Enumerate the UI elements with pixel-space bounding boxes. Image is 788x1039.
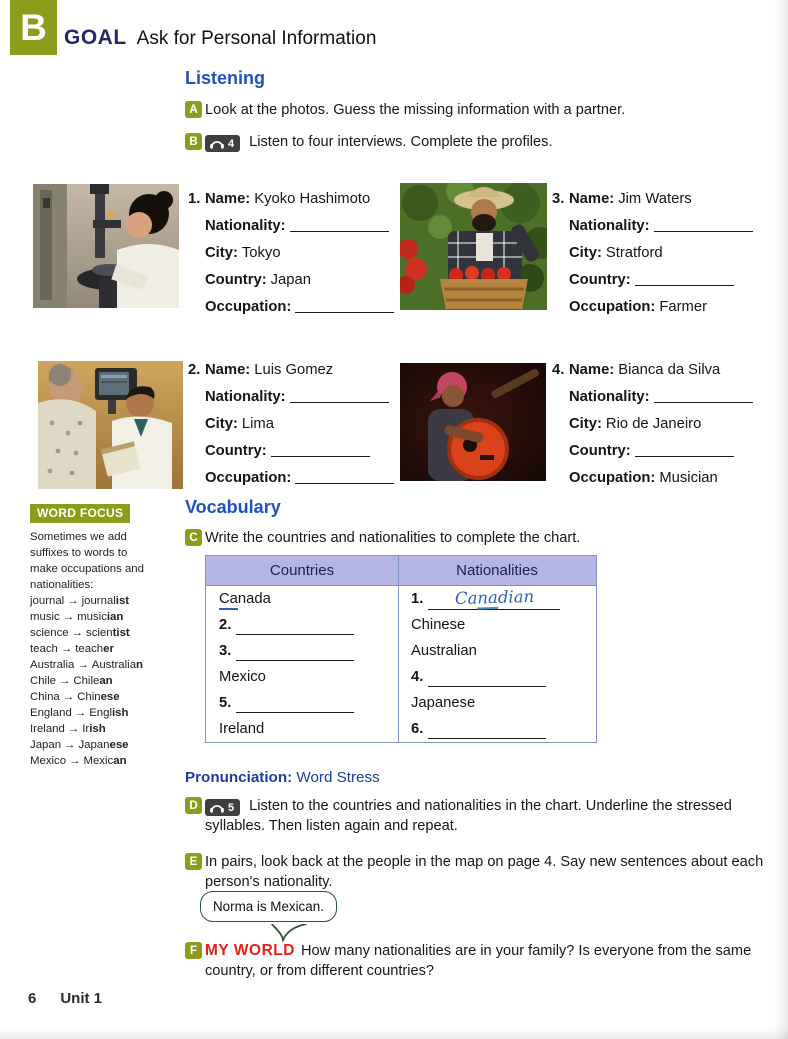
listening-heading: Listening: [185, 68, 265, 88]
field-row: [569, 240, 769, 267]
exercise-f-text: How many nationalities are in your family? Is everyone from the same country, or from different countries?: [205, 943, 752, 979]
exercise-e-badge: E: [185, 853, 202, 870]
field-row: [205, 267, 405, 294]
field-value: Tokyo: [241, 245, 281, 261]
audio-track-number: 4: [228, 137, 235, 150]
my-world-tag: MY WORLD: [205, 942, 296, 959]
cell-answer-1: 1. Canadian: [398, 586, 596, 612]
arrow-icon: →: [64, 739, 76, 751]
arrow-icon: →: [74, 707, 87, 719]
table-row: [206, 716, 596, 742]
field-label: Nationality:: [569, 389, 650, 405]
table-row: [206, 586, 596, 612]
fill-in-blank[interactable]: [290, 218, 389, 232]
table-row: [206, 638, 596, 664]
handwritten-answer: Canadian: [454, 586, 535, 608]
word-focus-body: [30, 529, 168, 769]
cell-japanese: Japanese: [411, 695, 476, 711]
field-label: Occupation:: [205, 299, 292, 315]
field-value: Japan: [270, 272, 311, 288]
field-row: [552, 357, 769, 384]
word-focus-example: England → English: [30, 707, 129, 719]
exercise-c-text: Write the countries and nationalities to complete the chart.: [205, 530, 581, 546]
word-focus-title: WORD FOCUS: [30, 504, 130, 523]
exercise-b: [189, 132, 553, 152]
field-row: [205, 411, 405, 438]
field-label: City:: [569, 245, 602, 261]
field-row: [569, 213, 769, 240]
goal-label: GOAL: [64, 26, 127, 49]
field-label: Occupation:: [205, 470, 292, 486]
profile-2-info: [188, 357, 405, 492]
fill-in-blank[interactable]: [654, 389, 753, 403]
field-row: [205, 213, 405, 240]
arrow-icon: →: [58, 675, 71, 687]
farmer-with-tomato-crate: [400, 183, 547, 310]
cell-blank-5: 5.: [206, 690, 398, 716]
unit-label: Unit 1: [60, 990, 103, 1007]
speech-bubble: [200, 891, 337, 922]
arrow-icon: →: [71, 627, 84, 639]
fill-in-blank[interactable]: [654, 218, 753, 232]
field-row: [569, 294, 769, 321]
doctor-with-patient: [38, 361, 183, 489]
pronunciation-heading: [185, 769, 380, 786]
field-row: [205, 294, 405, 321]
word-focus-example: Australia → Australian: [30, 659, 144, 671]
exercise-e-text: In pairs, look back at the people in the map on page 4. Say new sentences about each person's nationality.: [205, 854, 764, 890]
word-focus-example: China → Chinese: [30, 691, 120, 703]
field-row: [205, 384, 405, 411]
field-label: Country:: [569, 272, 631, 288]
scan-edge-bottom: [0, 1027, 788, 1039]
word-focus-example: music → musician: [30, 611, 124, 623]
profile-3-info: [552, 186, 769, 321]
field-row: [205, 465, 405, 492]
field-row: [205, 240, 405, 267]
page-number: 6: [28, 990, 37, 1007]
field-label: Name:: [205, 362, 251, 378]
fill-in-blank[interactable]: [635, 272, 734, 286]
exercise-d-badge: D: [185, 797, 202, 814]
fill-in-blank[interactable]: [295, 470, 394, 484]
arrow-icon: →: [60, 643, 73, 655]
scan-edge-right: [774, 0, 788, 1039]
field-value: Kyoko Hashimoto: [254, 191, 371, 207]
field-label: Name:: [569, 191, 615, 207]
field-label: Nationality:: [205, 389, 286, 405]
field-row: [569, 267, 769, 294]
exercise-c: [189, 528, 581, 548]
fill-in-blank[interactable]: [428, 586, 560, 610]
exercise-b-text: Listen to four interviews. Complete the profiles.: [249, 134, 553, 150]
fill-in-blank[interactable]: [236, 699, 354, 713]
word-focus-example: Mexico → Mexican: [30, 755, 127, 767]
field-value: Musician: [659, 470, 718, 486]
field-value: Jim Waters: [618, 191, 692, 207]
fill-in-blank[interactable]: [236, 647, 354, 661]
goal-heading: [64, 26, 376, 50]
woman-playing-red-guitar: [400, 363, 546, 481]
field-value: Farmer: [659, 299, 708, 315]
field-value: Luis Gomez: [254, 362, 334, 378]
exercise-d: [189, 796, 765, 836]
field-value: Bianca da Silva: [618, 362, 721, 378]
field-label: Name:: [205, 191, 251, 207]
fill-in-blank[interactable]: [295, 299, 394, 313]
profile-number: 1.: [188, 191, 201, 207]
arrow-icon: →: [67, 595, 79, 607]
cell-blank-3: 3.: [206, 638, 398, 664]
exercise-a-text: Look at the photos. Guess the missing information with a partner.: [205, 102, 626, 118]
cell-blank-2: 2.: [206, 612, 398, 638]
headphones-icon: [209, 802, 225, 813]
header-countries: Countries: [269, 562, 335, 579]
table-row: [206, 612, 596, 638]
field-label: Country:: [569, 443, 631, 459]
audio-track-button[interactable]: [205, 135, 240, 152]
word-focus-box: [30, 504, 168, 769]
profile-2-photo: [38, 361, 183, 489]
profile-number: 2.: [188, 362, 201, 378]
field-row: [552, 186, 769, 213]
field-row: [205, 438, 405, 465]
vocabulary-heading: Vocabulary: [185, 497, 281, 517]
word-focus-example: journal → journalist: [30, 595, 130, 607]
table-column-divider: [398, 556, 399, 742]
exercise-f: [189, 941, 787, 981]
speech-bubble-text: Norma is Mexican.: [213, 899, 324, 914]
fill-in-blank[interactable]: [428, 725, 546, 739]
cell-canada: Canada: [206, 586, 398, 612]
profile-4-photo: [400, 363, 546, 481]
profile-4-info: [552, 357, 769, 492]
arrow-icon: →: [62, 691, 75, 703]
field-value: Rio de Janeiro: [605, 416, 702, 432]
fill-in-blank[interactable]: [271, 443, 370, 457]
exercise-d-text: Listen to the countries and nationalities in the chart. Underline the stressed syllables. Then listen again and repeat.: [205, 798, 732, 834]
word-focus-example: Ireland → Irish: [30, 723, 106, 735]
field-row: [569, 411, 769, 438]
cell-australian: Australian: [411, 643, 477, 659]
cell-blank-6: 6.: [398, 716, 596, 742]
arrow-icon: →: [69, 755, 81, 767]
field-row: [188, 357, 405, 384]
pronunciation-label: Pronunciation:: [185, 769, 293, 786]
profile-number: 4.: [552, 362, 565, 378]
goal-text: Ask for Personal Information: [136, 28, 377, 49]
exercise-b-badge: B: [185, 133, 202, 150]
exercise-a-badge: A: [185, 101, 202, 118]
header-nationalities: Nationalities: [456, 562, 538, 579]
field-value: Lima: [241, 416, 274, 432]
field-label: Occupation:: [569, 470, 656, 486]
page-footer: [28, 990, 102, 1007]
woman-scientist-at-microscope: [33, 184, 179, 308]
table-row: [206, 664, 596, 690]
field-label: Nationality:: [205, 218, 286, 234]
exercise-a: [189, 100, 626, 120]
speech-bubble-tail: [270, 924, 310, 942]
table-row: [206, 690, 596, 716]
field-label: Country:: [205, 443, 267, 459]
exercise-f-badge: F: [185, 942, 202, 959]
field-row: [569, 438, 769, 465]
arrow-icon: →: [62, 611, 75, 623]
field-value: Stratford: [605, 245, 663, 261]
field-label: City:: [205, 416, 238, 432]
audio-track-number: 5: [228, 801, 235, 814]
profile-1-photo: [33, 184, 179, 308]
fill-in-blank[interactable]: [635, 443, 734, 457]
fill-in-blank[interactable]: [290, 389, 389, 403]
exercise-c-badge: C: [185, 529, 202, 546]
profile-1-info: [188, 186, 405, 321]
countries-nationalities-table: [205, 555, 597, 743]
word-focus-example: science → scientist: [30, 627, 130, 639]
cell-ireland: Ireland: [219, 721, 265, 737]
exercise-e: [189, 852, 788, 892]
cell-chinese: Chinese: [411, 617, 466, 633]
table-header-row: [206, 556, 596, 586]
field-label: Nationality:: [569, 218, 650, 234]
field-label: City:: [569, 416, 602, 432]
word-focus-example: teach → teacher: [30, 643, 114, 655]
field-label: City:: [205, 245, 238, 261]
field-label: Country:: [205, 272, 267, 288]
profile-number: 3.: [552, 191, 565, 207]
field-row: [188, 186, 405, 213]
fill-in-blank[interactable]: [236, 621, 354, 635]
pronunciation-topic: Word Stress: [296, 769, 380, 786]
arrow-icon: →: [67, 723, 80, 735]
word-focus-example: Japan → Japanese: [30, 739, 129, 751]
cell-mexico: Mexico: [219, 669, 266, 685]
field-label: Name:: [569, 362, 615, 378]
field-row: [569, 465, 769, 492]
field-row: [569, 384, 769, 411]
audio-track-button[interactable]: [205, 799, 240, 816]
word-focus-intro: Sometimes we add suffixes to words to make occupations and nationalities:: [30, 531, 144, 591]
field-label: Occupation:: [569, 299, 656, 315]
arrow-icon: →: [77, 659, 89, 671]
headphones-icon: [209, 138, 225, 149]
profile-3-photo: [400, 183, 547, 310]
word-focus-example: Chile → Chilean: [30, 675, 113, 687]
unit-section-tab: B: [10, 0, 57, 55]
fill-in-blank[interactable]: [428, 673, 546, 687]
cell-blank-4: 4.: [398, 664, 596, 690]
